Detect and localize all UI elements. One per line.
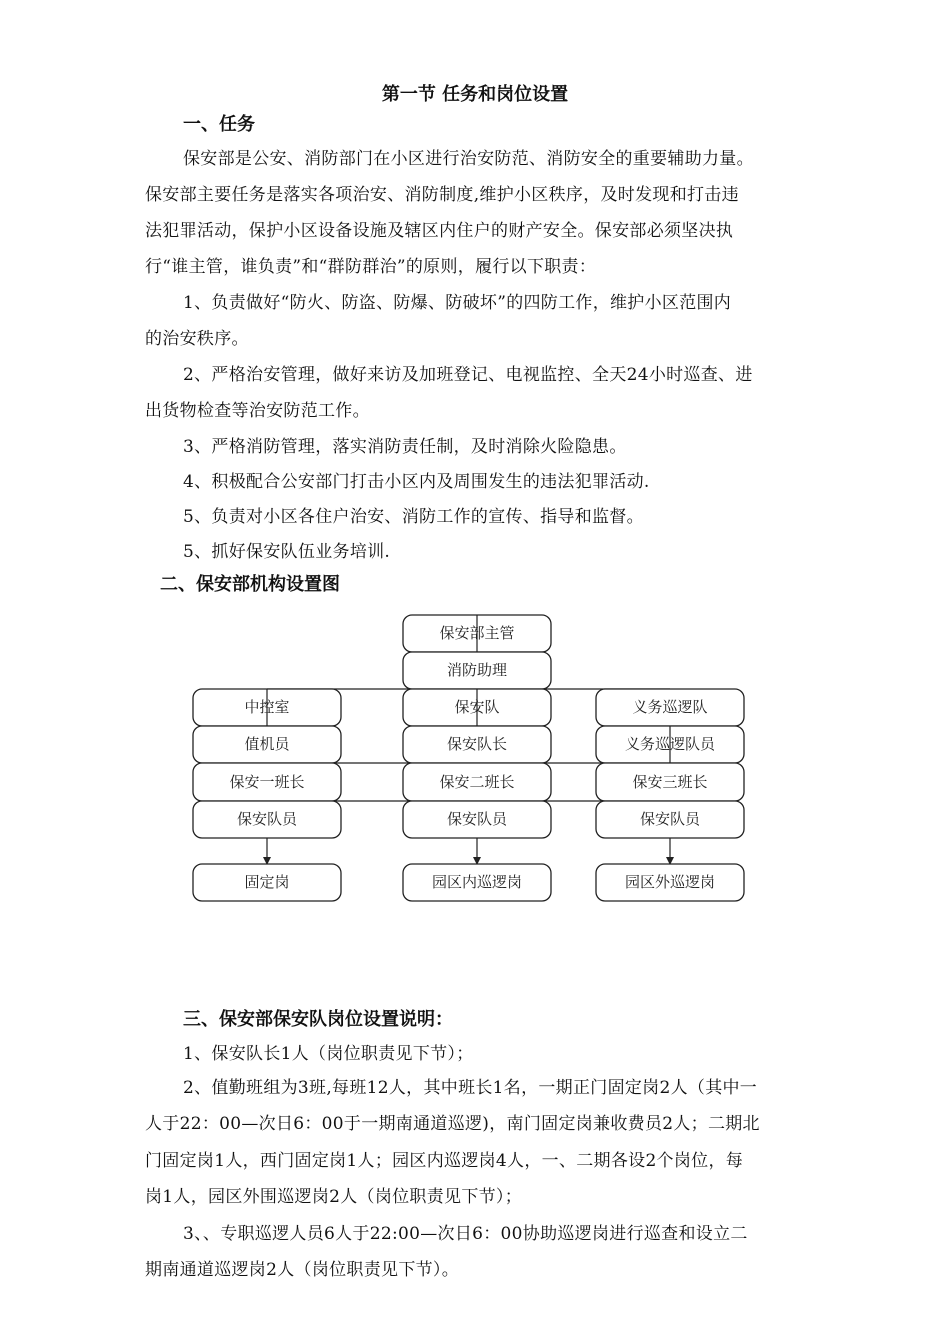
duty-line-8: 5、抓好保安队伍业务培训. xyxy=(183,542,391,562)
org-col1-item-3: 保安队员 xyxy=(236,810,298,828)
org-box-fire-assistant-label: 消防助理 xyxy=(446,661,508,679)
org-col-3 xyxy=(596,689,744,901)
org-box-fire-assistant xyxy=(403,652,551,689)
intro-line-2: 保安部主要任务是落实各项治安、消防制度,维护小区秩序，及时发现和打击违 xyxy=(145,185,739,205)
org-col3-item-2: 保安三班长 xyxy=(632,773,708,791)
post-line-1: 1、保安队长1人（岗位职责见下节）； xyxy=(183,1044,474,1064)
post-line-4: 门固定岗1人，西门固定岗1人；园区内巡逻岗4人，一、二期各设2个岗位，每 xyxy=(145,1151,744,1171)
duty-line-6: 4、积极配合公安部门打击小区内及周围发生的违法犯罪活动. xyxy=(183,472,650,492)
duty-line-5: 3、严格消防管理，落实消防责任制，及时消除火险隐患。 xyxy=(183,437,627,457)
post-line-5: 岗1人，园区外围巡逻岗2人（岗位职责见下节）； xyxy=(145,1187,523,1207)
intro-line-3: 法犯罪活动，保护小区设备设施及辖区内住户的财产安全。保安部必须坚决执 xyxy=(145,221,734,241)
section1-heading: 一、任务 xyxy=(183,114,255,135)
duty-line-3: 2、严格治安管理，做好来访及加班登记、电视监控、全天24小时巡查、进 xyxy=(183,365,753,385)
org-col2-item-1: 保安队长 xyxy=(446,735,508,753)
section3-heading: 三、保安部保安队岗位设置说明： xyxy=(183,1009,453,1030)
duty-line-7: 5、负责对小区各住户治安、消防工作的宣传、指导和监督。 xyxy=(183,507,644,527)
post-line-7: 期南通道巡逻岗2人（岗位职责见下节）。 xyxy=(145,1260,460,1280)
org-col3-item-3: 保安队员 xyxy=(639,810,701,828)
post-line-3: 人于22：00—次日6：00于一期南通道巡逻)，南门固定岗兼收费员2人；二期北 xyxy=(145,1114,760,1134)
org-col1-post: 固定岗 xyxy=(244,873,290,891)
duty-line-1: 1、负责做好“防火、防盗、防爆、防破坏”的四防工作，维护小区范围内 xyxy=(183,293,732,313)
org-col1-item-2: 保安一班长 xyxy=(229,773,305,791)
duty-line-4: 出货物检查等治安防范工作。 xyxy=(145,401,370,421)
post-line-2: 2、值勤班组为3班,每班12人，其中班长1名，一期正门固定岗2人（其中一 xyxy=(183,1078,758,1098)
org-col1-item-1: 值机员 xyxy=(244,735,290,753)
intro-line-1: 保安部是公安、消防部门在小区进行治安防范、消防安全的重要辅助力量。 xyxy=(183,149,754,169)
org-col2-post: 园区内巡逻岗 xyxy=(431,873,523,891)
duty-line-2: 的治安秩序。 xyxy=(145,329,249,349)
org-col2-head: 保安队 xyxy=(454,698,500,716)
org-col3-head: 义务巡逻队 xyxy=(632,698,708,716)
intro-line-4: 行“谁主管，谁负责”和“群防群治”的原则，履行以下职责： xyxy=(145,257,597,277)
page-title: 第一节 任务和岗位设置 xyxy=(381,84,569,105)
org-col3-item-1: 义务巡逻队员 xyxy=(624,735,716,753)
org-col2-item-3: 保安队员 xyxy=(446,810,508,828)
org-box-manager-label: 保安部主管 xyxy=(439,624,515,642)
org-col3-post: 园区外巡逻岗 xyxy=(624,873,716,891)
org-col1-head: 中控室 xyxy=(244,698,290,716)
org-col2-item-2: 保安二班长 xyxy=(439,773,515,791)
section2-heading: 二、保安部机构设置图 xyxy=(160,574,340,595)
post-line-6: 3、、专职巡逻人员6人于22:00—次日6：00协助巡逻岗进行巡查和设立二 xyxy=(183,1224,748,1244)
